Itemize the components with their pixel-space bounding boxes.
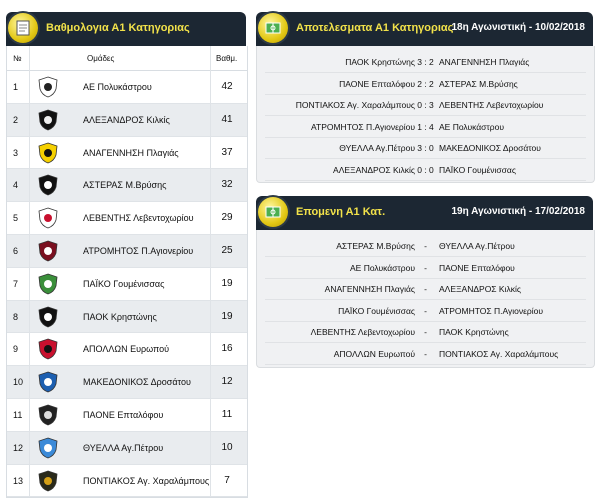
home-team: ΠΑΟΝΕ Επταλόφου [339,78,415,89]
team-name[interactable]: ΜΑΚΕΔΟΝΙΚΟΣ Δροσάτου [83,377,191,388]
pitch-icon [258,197,288,227]
team-logo-icon [37,273,59,295]
team-logo-icon [37,437,59,459]
team-name[interactable]: ΠΑΪΚΟ Γουμένισσας [83,278,165,289]
results-header [256,12,593,46]
col-team-header: Ομάδες [87,54,115,63]
team-logo-icon [37,76,59,98]
versus-separator: - [424,348,427,359]
match-score: 2 : 2 [417,78,434,89]
match-score: 3 : 0 [417,143,434,153]
team-points: 19 [221,277,233,289]
team-logo-icon [37,207,59,229]
away-team: ΑΕ Πολυκάστρου [439,121,504,132]
results-title: Αποτελεσματα Α1 Κατηγοριας [296,22,454,34]
team-name[interactable]: ΠΟΝΤΙΑΚΟΣ Αγ. Χαραλάμπους [83,475,210,486]
position: 2 [13,114,19,125]
team-points: 10 [221,441,233,453]
versus-separator: - [424,262,427,273]
standings-row[interactable] [7,366,247,399]
team-logo-icon [37,109,59,131]
team-points: 11 [221,408,233,420]
result-row[interactable] [265,95,586,116]
position: 13 [13,475,24,486]
standings-row[interactable] [7,432,247,465]
standings-header [6,12,246,46]
next-title: Επομενη Α1 Κατ. [296,206,386,218]
result-row[interactable] [265,138,586,159]
home-team: ΠΟΝΤΙΑΚΟΣ Αγ. Χαραλάμπους [295,100,415,110]
standings-row[interactable] [7,104,247,137]
standings-row[interactable] [7,137,247,170]
away-team: ΑΛΕΞΑΝΔΡΟΣ Κιλκίς [439,284,521,294]
position: 4 [13,180,19,191]
team-points: 25 [221,244,233,256]
results-list [256,46,595,183]
home-team: ΠΑΪΚΟ Γουμένισσας [338,305,415,316]
team-points: 29 [221,212,233,224]
team-name[interactable]: ΑΝΑΓΕΝΝΗΣΗ Πλαγιάς [83,147,179,158]
home-team: ΛΕΒΕΝΤΗΣ Λεβεντοχωρίου [310,327,415,337]
team-name[interactable]: ΑΛΕΞΑΝΔΡΟΣ Κιλκίς [83,114,170,125]
fixture-row[interactable] [265,301,586,322]
match-score: 0 : 3 [417,100,434,110]
result-row[interactable] [265,52,586,73]
team-name[interactable]: ΑΤΡΟΜΗΤΟΣ Π.Αγιονερίου [83,245,194,256]
team-logo-icon [37,174,59,196]
fixture-row[interactable] [265,236,586,257]
standings-row[interactable] [7,71,247,104]
away-team: ΠΑΟΚ Κρηστώνης [439,327,509,337]
team-points: 16 [221,343,233,355]
versus-separator: - [424,327,427,337]
col-points-header: Βαθμ. [216,54,238,63]
next-header [256,196,593,230]
away-team: ΘΥΕΛΛΑ Αγ.Πέτρου [439,241,515,251]
team-logo-icon [37,240,59,262]
home-team: ΑΝΑΓΕΝΝΗΣΗ Πλαγιάς [324,284,415,294]
away-team: ΜΑΚΕΔΟΝΙΚΟΣ Δροσάτου [439,143,541,153]
fixture-row[interactable] [265,322,586,343]
standings-row[interactable] [7,202,247,235]
away-team: ΠΟΝΤΙΑΚΟΣ Αγ. Χαραλάμπους [439,348,559,359]
position: 10 [13,377,24,388]
team-name[interactable]: ΛΕΒΕΝΤΗΣ Λεβεντοχωρίου [83,213,194,224]
team-name[interactable]: ΑΕ Πολυκάστρου [83,82,152,92]
position: 9 [13,344,19,355]
team-name[interactable]: ΑΣΤΕΡΑΣ Μ.Βρύσης [83,180,167,191]
team-points: 32 [221,179,233,191]
match-score: 0 : 0 [417,164,434,175]
home-team: ΠΑΟΚ Κρηστώνης [345,57,415,67]
fixture-row[interactable] [265,279,586,300]
col-position-header: № [13,54,22,63]
versus-separator: - [424,241,427,251]
position: 6 [13,245,19,256]
position: 12 [13,442,24,453]
position: 5 [13,213,19,224]
results-round: 18η Αγωνιστική - 10/02/2018 [451,22,585,33]
team-points: 37 [221,146,233,158]
team-name[interactable]: ΘΥΕΛΛΑ Αγ.Πέτρου [83,442,164,453]
standings-row[interactable] [7,268,247,301]
team-logo-icon [37,142,59,164]
team-name[interactable]: ΠΑΟΚ Κρηστώνης [83,311,157,322]
team-logo-icon [37,371,59,393]
result-row[interactable] [265,160,586,181]
home-team: ΑΛΕΞΑΝΔΡΟΣ Κιλκίς [333,164,415,175]
standings-row[interactable] [7,333,247,366]
position: 7 [13,278,19,289]
next-round: 19η Αγωνιστική - 17/02/2018 [451,206,585,217]
standings-row[interactable] [7,235,247,268]
away-team: ΑΤΡΟΜΗΤΟΣ Π.Αγιονερίου [439,305,544,316]
home-team: ΘΥΕΛΛΑ Αγ.Πέτρου [339,143,415,153]
standings-row[interactable] [7,399,247,432]
versus-separator: - [424,284,427,294]
position: 8 [13,311,19,322]
position: 11 [13,409,23,420]
position: 1 [13,82,19,92]
fixture-row[interactable] [265,344,586,365]
away-team: ΑΣΤΕΡΑΣ Μ.Βρύσης [439,78,518,89]
fixture-row[interactable] [265,258,586,279]
scoresheet-icon [8,13,38,43]
away-team: ΑΝΑΓΕΝΝΗΣΗ Πλαγιάς [439,57,530,67]
team-points: 41 [221,113,233,125]
standings-table-header [7,46,247,71]
away-team: ΠΑΪΚΟ Γουμένισσας [439,164,516,175]
standings-table [6,46,248,498]
next-fixtures-list [256,230,595,368]
match-score: 3 : 2 [417,57,434,67]
standings-row[interactable] [7,465,247,498]
position: 3 [13,147,19,158]
team-points: 19 [221,310,233,322]
standings-row[interactable] [7,301,247,334]
away-team: ΛΕΒΕΝΤΗΣ Λεβεντοχωρίου [439,100,544,110]
home-team: ΑΕ Πολυκάστρου [350,262,415,273]
team-points: 12 [221,376,233,388]
home-team: ΑΤΡΟΜΗΤΟΣ Π.Αγιονερίου [310,121,415,132]
team-logo-icon [37,338,59,360]
result-row[interactable] [265,74,586,95]
team-points: 42 [221,81,233,92]
away-team: ΠΑΟΝΕ Επταλόφου [439,262,515,273]
result-row[interactable] [265,117,586,138]
standings-row[interactable] [7,169,247,202]
team-logo-icon [37,306,59,328]
team-logo-icon [37,404,59,426]
versus-separator: - [424,305,427,316]
home-team: ΑΣΤΕΡΑΣ Μ.Βρύσης [336,241,415,251]
team-name[interactable]: ΑΠΟΛΛΩΝ Ευρωπού [83,344,170,355]
pitch-icon [258,13,288,43]
standings-title: Βαθμολογια Α1 Κατηγοριας [46,22,190,34]
team-logo-icon [37,470,59,492]
home-team: ΑΠΟΛΛΩΝ Ευρωπού [333,348,415,359]
team-name[interactable]: ΠΑΟΝΕ Επταλόφου [83,409,164,420]
match-score: 1 : 4 [417,121,434,132]
team-points: 7 [224,474,230,486]
